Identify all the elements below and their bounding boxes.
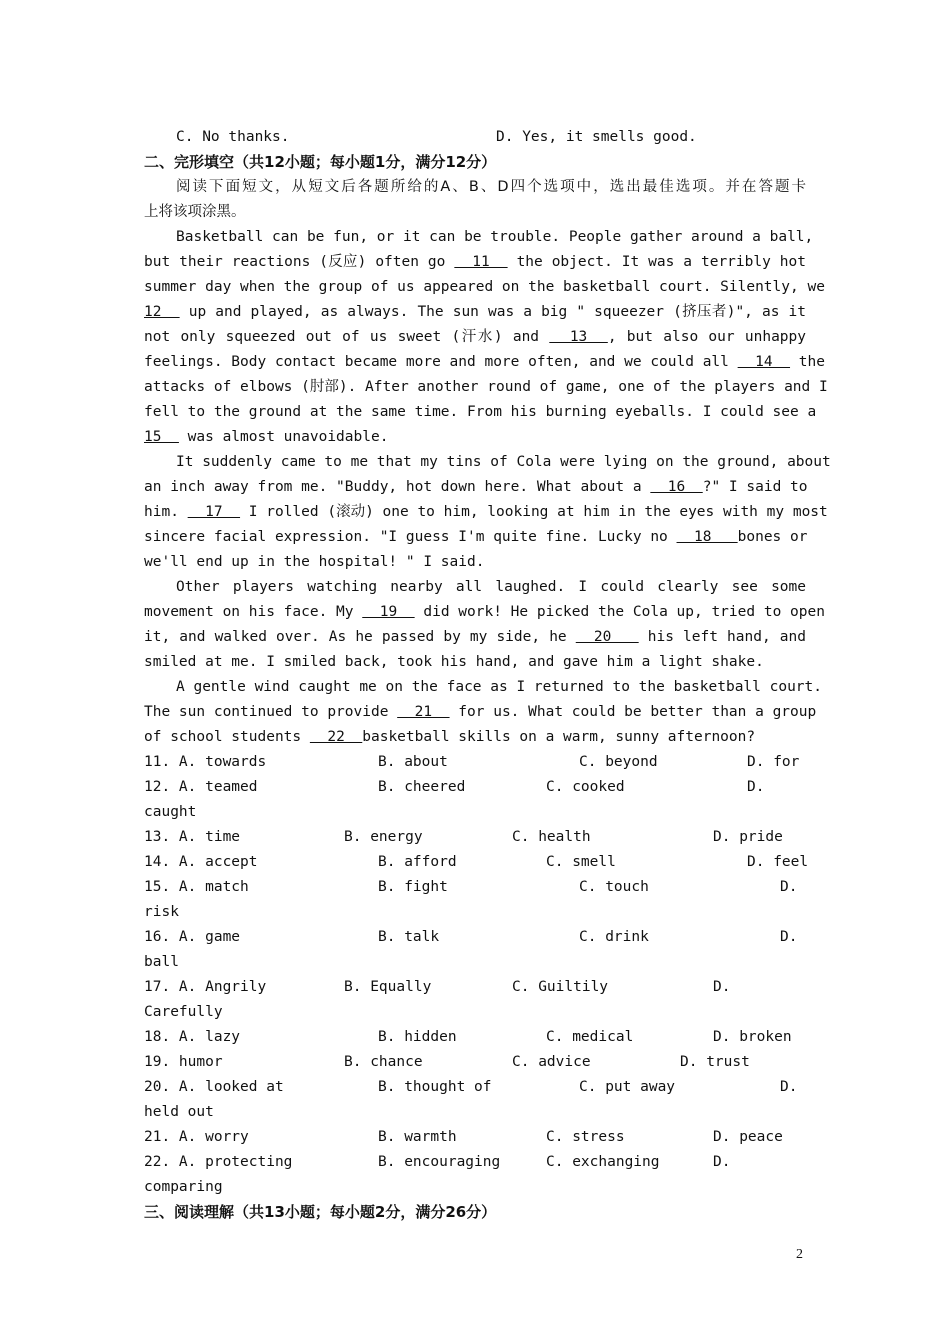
option-b[interactable]: B. fight: [378, 879, 448, 895]
question-17: [144, 975, 806, 1000]
option-d-wrap: ball: [144, 954, 179, 970]
question-number: 18. A. lazy: [144, 1029, 241, 1045]
question-11: [144, 750, 806, 775]
option-b[interactable]: B. cheered: [378, 779, 466, 795]
question-number: 13. A. time: [144, 829, 241, 845]
option-d[interactable]: D. broken: [713, 1029, 792, 1045]
blank-14[interactable]: 14: [737, 354, 791, 370]
question-14: [144, 850, 809, 875]
q10-options: [144, 125, 806, 150]
option-c[interactable]: C. put away: [579, 1079, 676, 1095]
option-c[interactable]: C. health: [512, 829, 591, 845]
section-2-instruction-cont: 上将该项涂黑。: [144, 204, 246, 220]
option-d-wrap: caught: [144, 804, 197, 820]
passage-line: an inch away from me. "Buddy, hot down here. What about a 16 ?" I said to: [144, 479, 808, 495]
option-c[interactable]: C. beyond: [579, 754, 658, 770]
question-22: [144, 1150, 806, 1175]
passage-line: smiled at me. I smiled back, took his hand, and gave him a light shake.: [144, 654, 764, 670]
passage-line: Basketball can be fun, or it can be trouble. People gather around a ball,: [176, 229, 814, 245]
blank-12[interactable]: 12: [144, 304, 180, 320]
option-b[interactable]: B. chance: [344, 1054, 423, 1070]
option-d-wrap: risk: [144, 904, 179, 920]
option-c[interactable]: C. medical: [546, 1029, 634, 1045]
option-d[interactable]: D. peace: [713, 1129, 783, 1145]
option-d[interactable]: D. feel: [747, 854, 809, 870]
blank-17[interactable]: 17: [187, 504, 241, 520]
passage-line: summer day when the group of us appeared on the basketball court. Silently, we: [144, 279, 825, 295]
option-d[interactable]: D.: [747, 779, 765, 795]
passage-line: attacks of elbows (肘部). After another round of game, one of the players and I: [144, 379, 828, 395]
passage-line: we'll end up in the hospital! " I said.: [144, 554, 485, 570]
option-d[interactable]: D.: [713, 1154, 731, 1170]
question-number: 22. A. protecting: [144, 1154, 293, 1170]
question-21: [144, 1125, 806, 1150]
option-b[interactable]: B. warmth: [378, 1129, 457, 1145]
option-d[interactable]: D. for: [747, 754, 800, 770]
blank-19[interactable]: 19: [362, 604, 415, 620]
option-b[interactable]: B. energy: [344, 829, 423, 845]
passage-line: fell to the ground at the same time. From his burning eyeballs. I could see a: [144, 404, 817, 420]
question-number: 21. A. worry: [144, 1129, 249, 1145]
passage-line: him. 17 I rolled (滚动) one to him, looking at him in the eyes with my most: [144, 504, 828, 520]
option-d[interactable]: D.: [780, 1079, 798, 1095]
question-16: [144, 925, 806, 950]
blank-21[interactable]: 21: [397, 704, 450, 720]
option-b[interactable]: B. about: [378, 754, 448, 770]
blank-13[interactable]: 13: [549, 329, 608, 345]
q10-option-c: C. No thanks.: [176, 129, 290, 145]
section-3-heading: 三、阅读理解（共13小题；每小题2分，满分26分）: [144, 1203, 497, 1221]
page-number: 2: [796, 1247, 803, 1262]
section-2-instruction: 阅读下面短文，从短文后各题所给的A、B、D四个选项中，选出最佳选项。并在答题卡: [176, 179, 806, 195]
option-d-wrap: held out: [144, 1104, 214, 1120]
passage-line: not only squeezed out of us sweet (汗水) and 13 , but also our unhappy: [144, 329, 806, 345]
option-d-wrap: Carefully: [144, 1004, 223, 1020]
option-d[interactable]: D.: [780, 879, 798, 895]
option-d[interactable]: D. pride: [713, 829, 783, 845]
option-c[interactable]: C. cooked: [546, 779, 625, 795]
question-number: 19. humor: [144, 1054, 223, 1070]
passage-line: but their reactions (反应) often go 11 the object. It was a terribly hot: [144, 254, 806, 270]
option-c[interactable]: C. touch: [579, 879, 649, 895]
option-c[interactable]: C. stress: [546, 1129, 625, 1145]
option-c[interactable]: C. exchanging: [546, 1154, 660, 1170]
blank-18[interactable]: 18: [676, 529, 738, 545]
option-b[interactable]: B. Equally: [344, 979, 432, 995]
passage-line: 12 up and played, as always. The sun was a big " squeezer (挤压者)", as it: [144, 304, 806, 320]
option-b[interactable]: B. thought of: [378, 1079, 492, 1095]
question-number: 11. A. towards: [144, 754, 267, 770]
blank-20[interactable]: 20: [575, 629, 639, 645]
option-c[interactable]: C. advice: [512, 1054, 591, 1070]
question-number: 16. A. game: [144, 929, 241, 945]
passage-line: it, and walked over. As he passed by my side, he 20 his left hand, and: [144, 629, 806, 645]
blank-15[interactable]: 15: [144, 429, 179, 445]
question-15: [144, 875, 806, 900]
passage-line: 15 was almost unavoidable.: [144, 429, 389, 445]
question-13: [144, 825, 806, 850]
question-number: 14. A. accept: [144, 854, 258, 870]
question-number: 20. A. looked at: [144, 1079, 284, 1095]
question-number: 17. A. Angrily: [144, 979, 267, 995]
q10-option-d: D. Yes, it smells good.: [496, 129, 697, 145]
passage-line: sincere facial expression. "I guess I'm quite fine. Lucky no 18 bones or: [144, 529, 808, 545]
option-d[interactable]: D. trust: [680, 1054, 750, 1070]
question-19: [144, 1050, 806, 1075]
question-number: 12. A. teamed: [144, 779, 258, 795]
passage-line: movement on his face. My 19 did work! He picked the Cola up, tried to open: [144, 604, 825, 620]
option-d-wrap: comparing: [144, 1179, 223, 1195]
blank-11[interactable]: 11: [454, 254, 508, 270]
option-b[interactable]: B. encouraging: [378, 1154, 501, 1170]
passage-line: Other players watching nearby all laughed. I could clearly see some: [176, 579, 806, 595]
blank-16[interactable]: 16: [650, 479, 703, 495]
passage-line: It suddenly came to me that my tins of Cola were lying on the ground, about: [176, 454, 831, 470]
option-c[interactable]: C. drink: [579, 929, 649, 945]
option-c[interactable]: C. smell: [546, 854, 616, 870]
passage-line: feelings. Body contact became more and more often, and we could all 14 the: [144, 354, 825, 370]
section-2-heading: 二、完形填空（共12小题；每小题1分，满分12分）: [144, 153, 497, 171]
question-12: [144, 775, 806, 800]
question-20: [144, 1075, 806, 1100]
option-d[interactable]: D.: [780, 929, 798, 945]
option-c[interactable]: C. Guiltily: [512, 979, 609, 995]
option-d[interactable]: D.: [713, 979, 731, 995]
blank-22[interactable]: 22: [309, 729, 363, 745]
passage-line: of school students 22 basketball skills on a warm, sunny afternoon?: [144, 729, 756, 745]
passage-line: A gentle wind caught me on the face as I returned to the basketball court.: [176, 679, 823, 695]
option-b[interactable]: B. talk: [378, 929, 440, 945]
passage-line: The sun continued to provide 21 for us. What could be better than a group: [144, 704, 817, 720]
option-b[interactable]: B. afford: [378, 854, 457, 870]
question-18: [144, 1025, 806, 1050]
option-b[interactable]: B. hidden: [378, 1029, 457, 1045]
question-number: 15. A. match: [144, 879, 249, 895]
